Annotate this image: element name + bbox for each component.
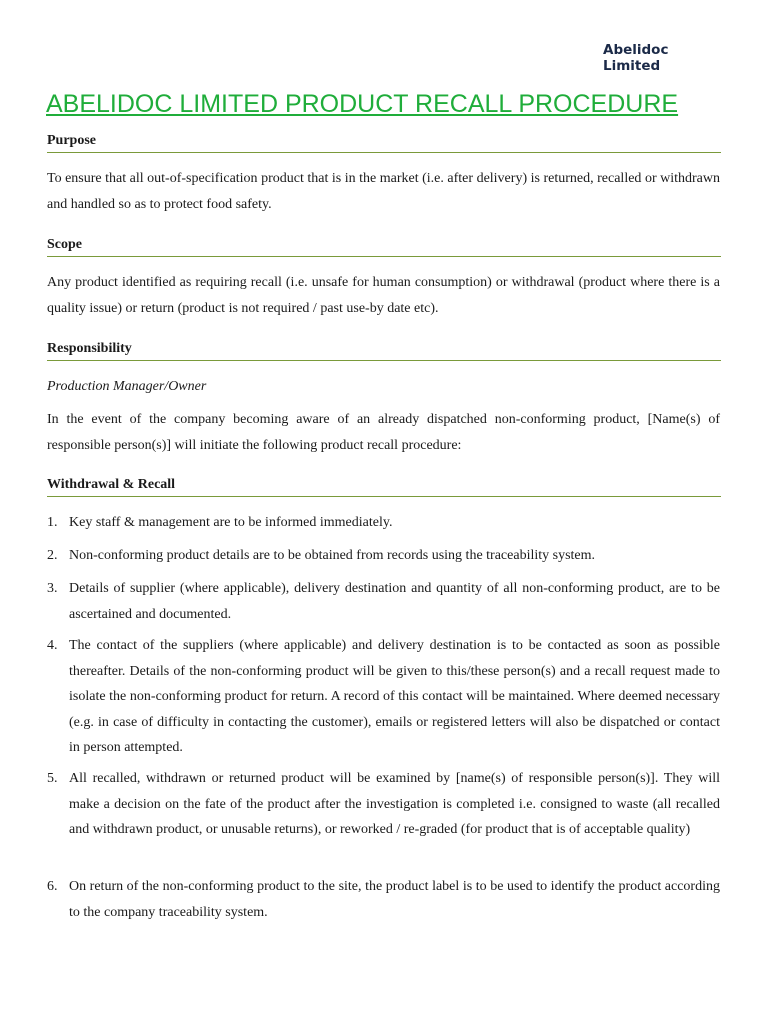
purpose-text: To ensure that all out-of-specification product that is in the market (i.e. after delivery) is returned, recalled or withdrawn and handled so as to protect food safety. (47, 171, 720, 212)
list-item-number: 3. (47, 581, 58, 596)
list-item (47, 576, 720, 627)
list-item-text: Non-conforming product details are to be obtained from records using the traceability system. (69, 548, 596, 563)
list-item-number: 1. (47, 515, 58, 530)
responsibility-text: In the event of the company becoming aware of an already dispatched non-conforming product, [Name(s) of responsible person(s)] will initiate the following product recall procedure: (47, 412, 720, 453)
list-item-text: The contact of the suppliers (where applicable) and delivery destination is to be contacted as soon as possible thereafter. Details of the non-conforming product will be given to this/these person(s) and a recall request made to isolate the non-conforming product for return. A record of this contact will be maintained. Where deemed necessary (e.g. in case of difficulty in contacting the customer), emails or registered letters will also be dispatched or contact in person attempted. (69, 638, 720, 755)
section-heading-responsibility: Responsibility (47, 340, 721, 361)
section-heading-purpose: Purpose (47, 132, 721, 153)
responsibility-role: Production Manager/Owner (47, 379, 207, 394)
list-item-number: 5. (47, 771, 58, 786)
company-name-line1: Abelidoc (603, 42, 669, 58)
list-item-text: On return of the non-conforming product to the site, the product label is to be used to identify the product according to the company traceability system. (69, 879, 720, 920)
scope-text: Any product identified as requiring recall (i.e. unsafe for human consumption) or withdrawal (product where there is a quality issue) or return (product is not required / past use-by date etc). (47, 275, 720, 316)
list-item (47, 543, 720, 569)
list-item (47, 633, 720, 761)
list-item-text: Key staff & management are to be informed immediately. (69, 515, 393, 530)
company-name-line2: Limited (603, 58, 661, 74)
list-item-number: 2. (47, 548, 58, 563)
section-heading-withdrawal-recall: Withdrawal & Recall (47, 476, 721, 497)
list-item (47, 766, 720, 843)
section-heading-scope: Scope (47, 236, 721, 257)
list-item-text: Details of supplier (where applicable), delivery destination and quantity of all non-conforming product, are to be ascertained and documented. (69, 581, 720, 622)
list-item-number: 4. (47, 638, 58, 653)
list-item-number: 6. (47, 879, 58, 894)
list-item-text: All recalled, withdrawn or returned product will be examined by [name(s) of responsible person(s)]. They will make a decision on the fate of the product after the investigation is completed i.e. consigned to waste (all recalled and withdrawn product, or unusable returns), or reworked / re-graded (for product that is of acceptable quality) (69, 771, 720, 837)
document-title: ABELIDOC LIMITED PRODUCT RECALL PROCEDURE (46, 90, 679, 118)
list-item (47, 874, 720, 925)
list-item (47, 510, 720, 536)
company-name (603, 42, 668, 74)
